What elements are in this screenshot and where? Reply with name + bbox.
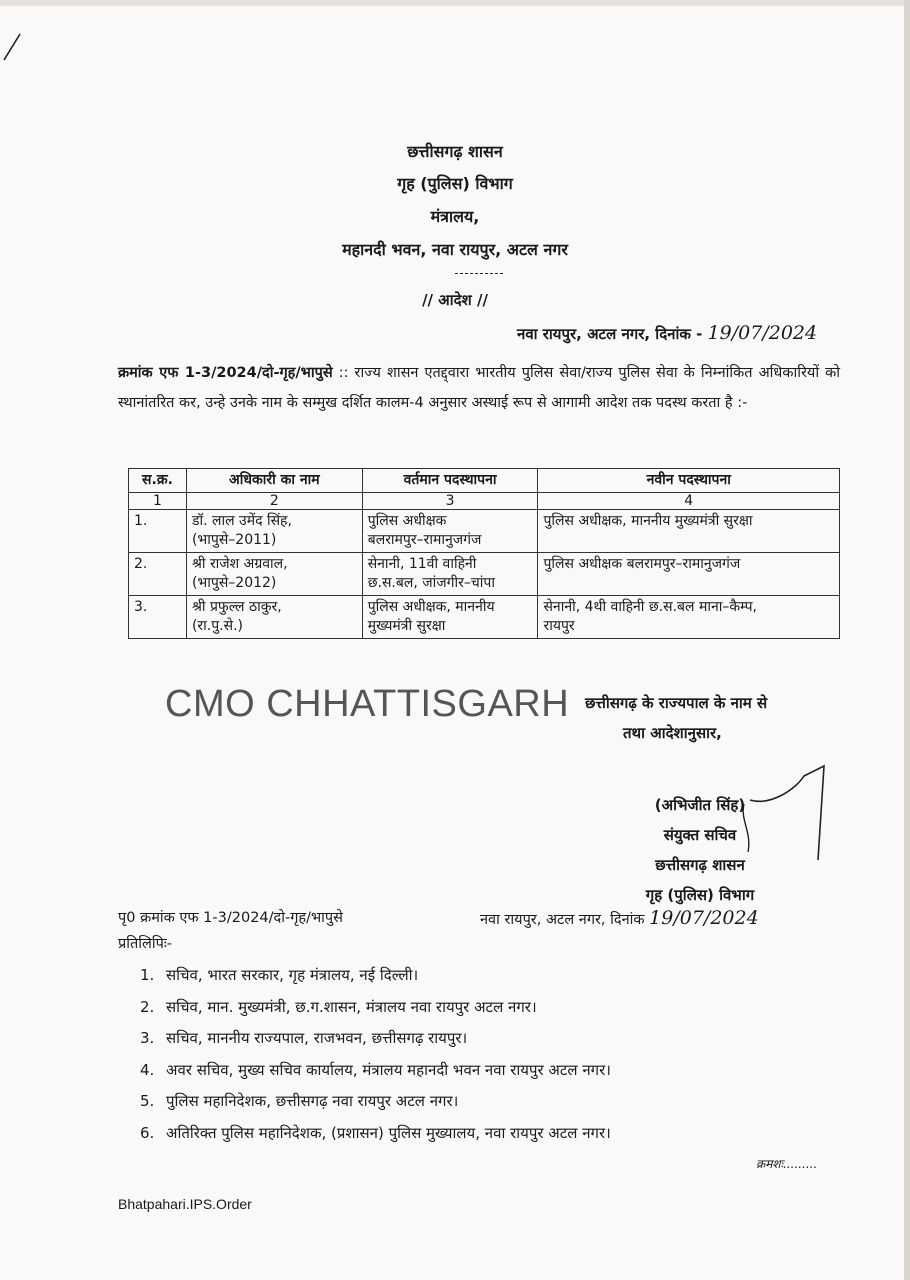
col-header-new: नवीन पदस्थापना [538, 469, 840, 493]
order-body: :: राज्य शासन एतद्द्वारा भारतीय पुलिस सेवा/राज्य पुलिस सेवा के निम्नांकित अधिकारियों को स्थानांतरित कर, उन्हे उनके नाम के सम्मुख दर्शित कालम-4 अनुसार अस्थाई रूप से आगामी आदेश तक पदस्थ करता है :- [118, 365, 841, 411]
col-header-current: वर्तमान पदस्थापना [362, 469, 538, 493]
list-item [140, 1055, 611, 1087]
item-text: अतिरिक्त पुलिस महानिदेशक, (प्रशासन) पुलिस मुख्यालय, नवा रायपुर अटल नगर। [166, 1123, 611, 1142]
handwritten-date: 19/07/2024 [707, 322, 818, 344]
list-item [140, 1023, 611, 1055]
col-number: 4 [538, 493, 840, 510]
order-title: // आदेश // [422, 291, 488, 309]
officer-name: श्री प्रफुल्ल ठाकुर, [191, 599, 282, 615]
item-number: 6. [140, 1123, 155, 1142]
officer-service: (भापुसे–2011) [191, 532, 277, 548]
new-posting: पुलिस अधीक्षक, माननीय मुख्यमंत्री सुरक्षा [543, 513, 753, 529]
officer-service: (भापुसे–2012) [191, 575, 277, 591]
row-new-posting [538, 596, 840, 639]
col-number: 1 [129, 493, 187, 510]
header-address: महानदी भवन, नवा रायपुर, अटल नगर [342, 240, 568, 259]
col-number: 2 [186, 493, 362, 510]
row-current-posting [362, 596, 538, 639]
copy-date-label: नवा रायपुर, अटल नगर, दिनांक [480, 912, 645, 928]
list-item [140, 1118, 611, 1150]
item-text: सचिव, मान. मुख्यमंत्री, छ.ग.शासन, मंत्रालय नवा रायपुर अटल नगर। [166, 997, 537, 1016]
copy-recipient-list [140, 960, 611, 1149]
new-posting: पुलिस अधीक्षक बलरामपुर–रामानुजगंज [543, 556, 741, 572]
item-number: 4. [140, 1060, 155, 1079]
authority-line-1: छत्तीसगढ़ के राज्यपाल के नाम से [585, 694, 768, 712]
signatory-dept: गृह (पुलिस) विभाग [645, 886, 755, 904]
row-new-posting [538, 510, 840, 553]
item-text: अवर सचिव, मुख्य सचिव कार्यालय, मंत्रालय महानदी भवन नवा रायपुर अटल नगर। [166, 1060, 611, 1079]
watermark-text: CMO CHHATTISGARH [165, 683, 570, 725]
item-text: सचिव, भारत सरकार, गृह मंत्रालय, नई दिल्ली। [166, 966, 419, 984]
row-current-posting [362, 510, 538, 553]
item-text: पुलिस महानिदेशक, छत्तीसगढ़ नवा रायपुर अटल नगर। [166, 1092, 459, 1110]
item-number: 5. [140, 1092, 155, 1110]
copy-reference: पृ0 क्रमांक एफ 1-3/2024/दो-गृह/भापुसे [118, 910, 343, 926]
header-divider [455, 273, 503, 274]
row-sn: 3. [129, 596, 187, 639]
current-posting-place: मुख्यमंत्री सुरक्षा [367, 618, 446, 634]
row-current-posting [362, 553, 538, 596]
signatory-govt: छत्तीसगढ़ शासन [655, 856, 745, 874]
transfer-table [128, 468, 840, 639]
item-number: 1. [140, 966, 155, 984]
item-text: सचिव, माननीय राज्यपाल, राजभवन, छत्तीसगढ़ रायपुर। [166, 1029, 468, 1047]
row-officer [186, 596, 362, 639]
col-number: 3 [362, 493, 538, 510]
table-row [129, 553, 840, 596]
table-number-row [129, 493, 840, 510]
current-posting: सेनानी, 11वी वाहिनी [367, 556, 477, 572]
list-item [140, 960, 611, 992]
header-ministry: मंत्रालय, [430, 207, 480, 226]
col-header-name: अधिकारी का नाम [186, 469, 362, 493]
table-row [129, 596, 840, 639]
list-item [140, 1086, 611, 1118]
copy-date [480, 907, 759, 929]
table-header-row [129, 469, 840, 493]
pen-stroke-mark [2, 30, 26, 64]
signatory-designation: संयुक्त सचिव [663, 826, 737, 844]
row-officer [186, 553, 362, 596]
order-reference: क्रमांक एफ 1-3/2024/दो-गृह/भापुसे [118, 365, 333, 381]
list-item [140, 992, 611, 1024]
officer-name: डॉ. लाल उमेंद सिंह, [191, 513, 292, 529]
place-date-label: नवा रायपुर, अटल नगर, दिनांक - [517, 325, 703, 343]
new-posting-place: रायपुर [543, 618, 575, 634]
item-number: 2. [140, 997, 155, 1016]
current-posting: पुलिस अधीक्षक [367, 513, 447, 529]
row-sn: 2. [129, 553, 187, 596]
item-number: 3. [140, 1029, 155, 1047]
signatory-name: (अभिजीत सिंह) [654, 796, 746, 814]
signatory-block [600, 790, 800, 910]
new-posting: सेनानी, 4थी वाहिनी छ.स.बल माना–कैम्प, [543, 599, 757, 615]
row-officer [186, 510, 362, 553]
current-posting-place: बलरामपुर–रामानुजगंज [367, 532, 482, 548]
order-paragraph [118, 358, 840, 418]
officer-name: श्री राजेश अग्रवाल, [191, 556, 288, 572]
row-sn: 1. [129, 510, 187, 553]
table-row [129, 510, 840, 553]
authority-block [585, 688, 825, 748]
current-posting: पुलिस अधीक्षक, माननीय [367, 599, 495, 615]
officer-service: (रा.पु.से.) [191, 618, 243, 634]
col-header-sn: स.क्र. [129, 469, 187, 493]
authority-line-2: तथा आदेशानुसार, [623, 724, 722, 742]
row-new-posting [538, 553, 840, 596]
page-edge-top [0, 0, 910, 6]
header-govt: छत्तीसगढ़ शासन [407, 142, 503, 161]
header-department: गृह (पुलिस) विभाग [397, 174, 513, 193]
copy-title: प्रतिलिपिः- [118, 936, 173, 952]
footer-label: Bhatpahari.IPS.Order [118, 1196, 252, 1212]
current-posting-place: छ.स.बल, जांजगीर–चांपा [367, 575, 495, 591]
continued-marker: क्रमशः......... [756, 1157, 818, 1171]
copy-handwritten-date: 19/07/2024 [649, 907, 759, 929]
place-date [517, 322, 817, 344]
